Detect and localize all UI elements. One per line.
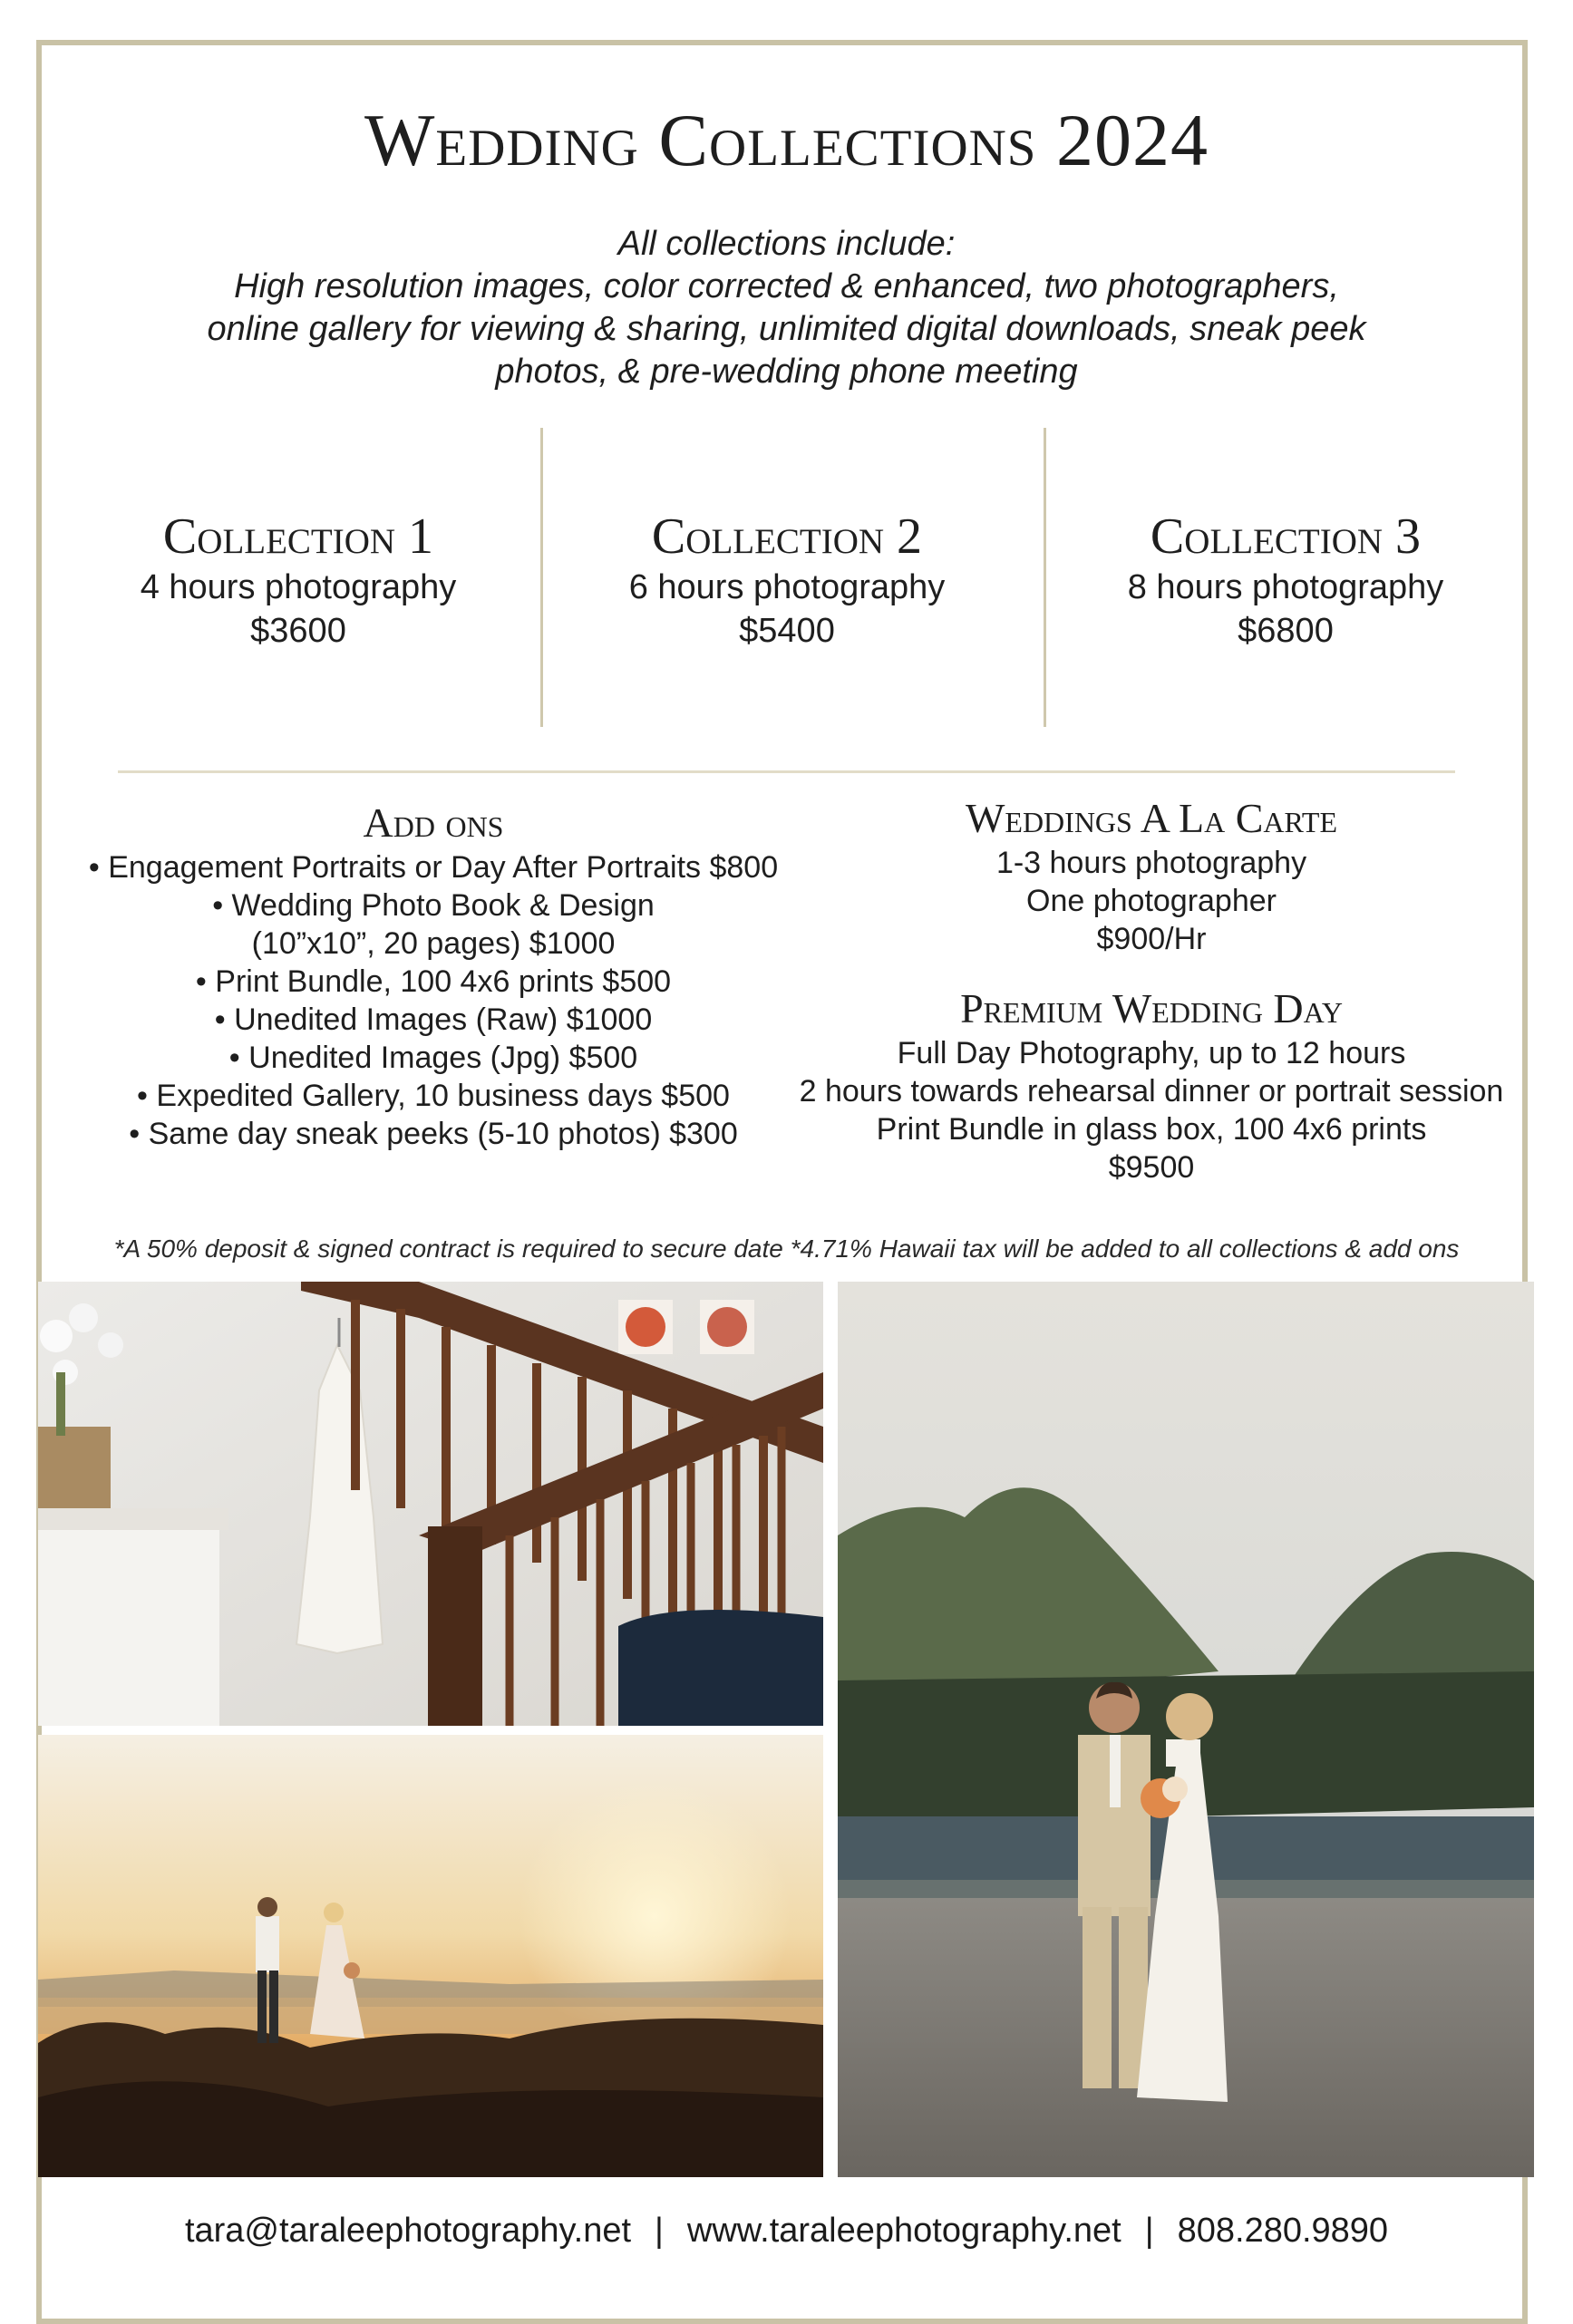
collection-hours: 6 hours photography [628,568,946,606]
email-link[interactable]: tara@taraleephotography.net [184,2212,632,2250]
a-la-carte-block [762,793,1541,958]
addons-block [44,798,823,1153]
addon-item: • Unedited Images (Jpg) $500 [228,1041,638,1075]
addon-item: • Expedited Gallery, 10 business days $500 [137,1079,730,1113]
collection-price: $5400 [739,612,835,650]
column-divider [1044,428,1046,727]
collection-3 [1059,508,1512,653]
collection-price: $6800 [1238,612,1334,650]
premium-heading: Premium Wedding Day [960,985,1343,1031]
collection-hours: 8 hours photography [1127,568,1444,606]
addon-item: • Unedited Images (Raw) $1000 [214,1002,653,1037]
addons-heading: Add ons [363,799,504,846]
a-la-carte-line: 1-3 hours photography [995,846,1307,880]
photo-couple-mountains [838,1282,1534,2177]
deposit-note: *A 50% deposit & signed contract is required to secure date *4.71% Hawaii tax will be added to all collections & add ons [113,1235,1460,1263]
addon-item: • Engagement Portraits or Day After Portraits $800 [88,850,779,885]
a-la-carte-heading: Weddings A La Carte [965,795,1337,841]
footer-separator: | [1144,2212,1154,2250]
photo-couple-sunset [38,1735,823,2177]
section-divider [118,770,1455,773]
premium-line: Print Bundle in glass box, 100 4x6 prints [876,1112,1427,1147]
includes-heading: All collections include: [617,225,956,263]
phone-number[interactable]: 808.280.9890 [1177,2212,1389,2250]
collection-name: Collection 2 [651,508,923,565]
addon-item: • Same day sneak peeks (5-10 photos) $300 [129,1117,738,1151]
collection-1 [72,508,525,653]
collection-price: $3600 [250,612,346,650]
premium-block [762,983,1541,1186]
includes-line: High resolution images, color corrected & enhanced, two photographers, [234,267,1339,305]
page-title: Wedding Collections 2024 [364,99,1209,181]
a-la-carte-line: One photographer [1026,884,1277,918]
includes-line: photos, & pre-wedding phone meeting [495,353,1078,391]
premium-line: 2 hours towards rehearsal dinner or portrait session [799,1074,1504,1109]
a-la-carte-line: $900/Hr [1096,922,1207,956]
website-link[interactable]: www.taraleephotography.net [686,2212,1121,2250]
photo-dress-staircase [38,1282,823,1726]
premium-line: Full Day Photography, up to 12 hours [897,1036,1406,1070]
collection-name: Collection 3 [1150,508,1422,565]
contact-footer [0,2212,1573,2251]
collection-hours: 4 hours photography [140,568,457,606]
includes-line: online gallery for viewing & sharing, unlimited digital downloads, sneak peek [207,310,1366,348]
column-divider [540,428,543,727]
collection-2 [560,508,1014,653]
collection-name: Collection 1 [162,508,434,565]
includes-block [145,223,1428,393]
footer-separator: | [655,2212,664,2250]
addon-item: (10”x10”, 20 pages) $1000 [251,926,616,961]
addon-item: • Wedding Photo Book & Design [212,888,655,923]
premium-line: $9500 [1108,1150,1195,1185]
addon-item: • Print Bundle, 100 4x6 prints $500 [195,964,672,999]
